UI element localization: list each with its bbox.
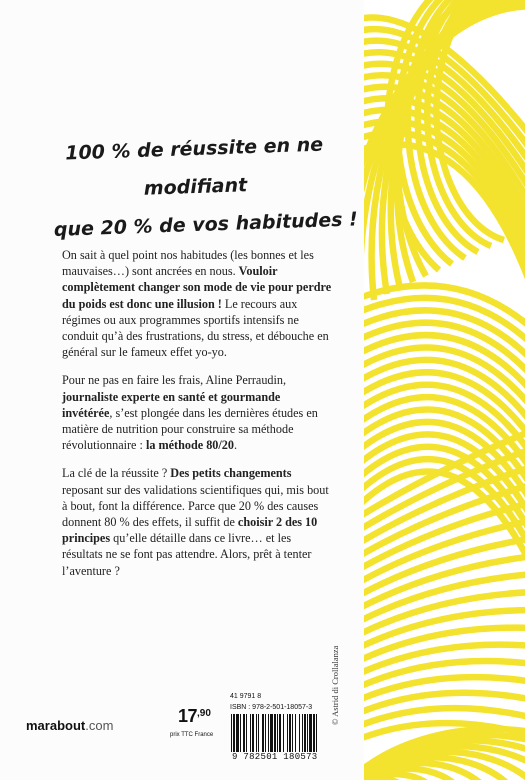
product-code: 41 9791 8 bbox=[230, 693, 262, 700]
publisher-domain: .com bbox=[85, 718, 114, 733]
blurb-text: Le recours aux régimes ou aux programmes sportifs intensifs ne conduit qu’à des frustrations, du stress, et débouche en général sur le fameux effet yo-yo. bbox=[62, 296, 329, 360]
publisher-name: marabout bbox=[26, 718, 86, 733]
stripe bbox=[364, 484, 525, 559]
tagline-line-2: que 20 % de vos habitudes ! bbox=[53, 208, 359, 241]
price-caption: prix TTC France bbox=[170, 732, 214, 738]
blurb-text: La clé de la réussite ? bbox=[62, 466, 171, 481]
blurb-text: reposant sur des validations scientifiques qui, mis bout à bout, font la différence. Parce que 20 % des causes donnent 80 % des effets, il suffit de bbox=[62, 482, 329, 530]
price-euros: 17 bbox=[178, 706, 198, 726]
blurb-bold-text: choisir 2 des 10 principes bbox=[62, 515, 318, 546]
blurb-text: , s’est plongée dans les dernières études en matière de nutrition pour construire sa méthode révolutionnaire : bbox=[62, 405, 318, 453]
stripe bbox=[364, 677, 525, 702]
blurb-bold-text: Des petits changements bbox=[170, 466, 292, 481]
blurb bbox=[62, 247, 332, 591]
blurb-bold-text: Vouloir complètement changer son mode de vie pour perdre du poids est donc une illusion ! bbox=[62, 264, 332, 311]
blurb-text: qu’elle détaille dans ce livre… et les résultats ne se font pas attendre. Alors, prêt à tenter l’aventure ? bbox=[62, 531, 312, 578]
tagline bbox=[26, 124, 365, 250]
yellow-stripes-pattern bbox=[364, 0, 525, 780]
photo-credit: © Astrid di Crollalanza bbox=[330, 645, 340, 725]
blurb-paragraph-3 bbox=[62, 465, 332, 578]
publisher-logo bbox=[26, 718, 113, 733]
blurb-bold-text: journaliste experte en santé et gourmande invétérée bbox=[62, 389, 281, 420]
barcode-number: 9 782501 180573 bbox=[232, 752, 318, 762]
blurb-paragraph-1 bbox=[62, 247, 332, 360]
price-cents: ,90 bbox=[197, 708, 211, 719]
price-tag bbox=[170, 706, 214, 738]
blurb-text: On sait à quel point nos habitudes (les bonnes et les mauvaises…) sont ancrées en nous. bbox=[62, 248, 314, 279]
blurb-text: . bbox=[233, 438, 237, 453]
isbn: ISBN : 978-2-501-18057-3 bbox=[230, 704, 313, 711]
tagline-line-1: 100 % de réussite en ne modifiant bbox=[64, 133, 324, 200]
stripes-graphic bbox=[364, 0, 525, 780]
blurb-bold-text: la méthode 80/20 bbox=[145, 438, 234, 453]
blurb-paragraph-2 bbox=[62, 372, 332, 453]
blurb-text: Pour ne pas en faire les frais, Aline Perraudin, bbox=[62, 373, 287, 388]
